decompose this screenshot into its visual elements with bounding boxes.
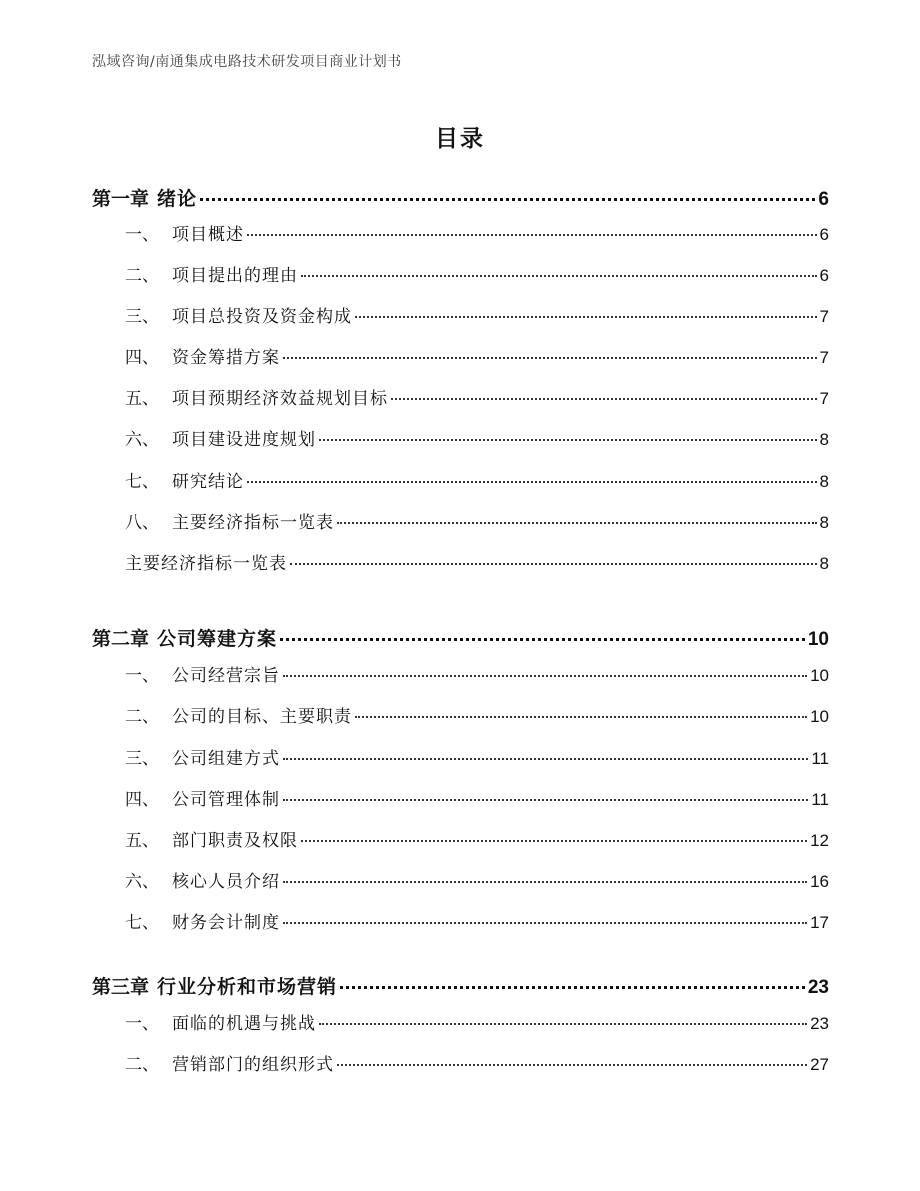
toc-entry-number: 二、 [125,1055,159,1075]
toc-leader-dots [337,505,817,524]
toc-leader-dots [340,967,805,989]
toc-entry-page-number: 10 [807,629,829,650]
toc-chapter-entry[interactable] [92,623,829,651]
toc-entry-page-number: 6 [819,225,829,244]
toc-entry-page-number: 7 [819,307,829,326]
toc-section-entry[interactable] [125,343,829,368]
toc-entry-label: 资金筹措方案 [172,348,280,368]
toc-entry-label: 项目总投资及资金构成 [172,307,352,327]
toc-entry-page-number: 11 [811,790,829,809]
toc-entry-page-number: 8 [819,513,829,532]
toc-entry-label: 项目提出的理由 [172,266,298,286]
toc-entry-label: 行业分析和市场营销 [157,976,338,998]
toc-entry-label: 主要经济指标一览表 [172,513,334,533]
toc-leader-dots [283,905,807,924]
toc-leader-dots [283,864,807,883]
toc-entry-number: 四、 [125,348,159,368]
toc-entry-number: 六、 [125,872,159,892]
toc-leader-dots [200,179,815,201]
toc-entry-page-number: 12 [810,831,829,850]
toc-section-entry[interactable] [125,867,829,892]
toc-section-entry[interactable] [125,549,829,574]
toc-entry-page-number: 8 [819,554,829,573]
toc-entry-label: 核心人员介绍 [172,872,280,892]
toc-entry-label: 公司组建方式 [172,749,280,769]
toc-title: 目录 [435,126,485,152]
toc-section-entry[interactable] [125,785,829,810]
toc-section-entry[interactable] [125,467,829,492]
toc-entry-page-number: 8 [819,472,829,491]
toc-entry-label: 部门职责及权限 [172,831,298,851]
toc-entry-number: 五、 [125,389,159,409]
toc-entry-label: 项目建设进度规划 [172,430,316,450]
toc-section-entry[interactable] [125,744,829,769]
toc-entry-page-number: 7 [819,348,829,367]
toc-section-entry[interactable] [125,220,829,245]
toc-leader-dots [355,699,807,718]
toc-section-entry[interactable] [125,908,829,933]
toc-entry-page-number: 7 [819,389,829,408]
toc-section-entry[interactable] [125,1050,829,1075]
toc-entry-page-number: 23 [807,977,829,998]
toc-section-entry[interactable] [125,384,829,409]
toc-entry-label: 公司的目标、主要职责 [172,707,352,727]
toc-leader-dots [391,381,817,400]
toc-entry-number: 一、 [125,225,159,245]
toc-chapter-entry[interactable] [92,971,829,999]
toc-entry-number: 三、 [125,307,159,327]
toc-leader-dots [319,1006,807,1025]
toc-section-entry[interactable] [125,826,829,851]
toc-leader-dots [280,619,805,641]
toc-section-entry[interactable] [125,508,829,533]
toc-entry-number: 二、 [125,266,159,286]
toc-entry-page-number: 23 [810,1014,829,1033]
toc-entry-number: 第一章 [92,188,150,210]
toc-section-entry[interactable] [125,1009,829,1034]
toc-entry-number: 第二章 [92,628,150,650]
toc-entry-label: 公司经营宗旨 [172,666,280,686]
toc-entry-number: 三、 [125,749,159,769]
toc-leader-dots [355,299,817,318]
toc-entry-label: 公司筹建方案 [157,628,278,650]
toc-leader-dots [283,782,808,801]
toc-entry-label: 绪论 [157,188,198,210]
toc-entry-label: 面临的机遇与挑战 [172,1014,316,1034]
toc-section-entry[interactable] [125,661,829,686]
toc-section-entry[interactable] [125,261,829,286]
toc-entry-number: 七、 [125,472,159,492]
toc-leader-dots [301,258,817,277]
page-header: 泓域咨询/南通集成电路技术研发项目商业计划书 [92,54,402,70]
toc-section-entry[interactable] [125,425,829,450]
toc-leader-dots [247,217,817,236]
toc-entry-label: 项目概述 [172,225,244,245]
toc-entry-label: 公司管理体制 [172,790,280,810]
toc-entry-label: 主要经济指标一览表 [125,554,287,574]
toc-entry-label: 营销部门的组织形式 [172,1055,334,1075]
toc-leader-dots [301,823,807,842]
toc-entry-number: 七、 [125,913,159,933]
toc-entry-number: 一、 [125,666,159,686]
toc-entry-label: 项目预期经济效益规划目标 [172,389,388,409]
toc-leader-dots [283,340,817,359]
toc-leader-dots [283,741,808,760]
toc-leader-dots [283,658,807,677]
toc-chapter-entry[interactable] [92,183,829,211]
toc-entry-page-number: 8 [819,430,829,449]
toc-entry-page-number: 17 [810,913,829,932]
toc-leader-dots [247,464,817,483]
toc-entry-page-number: 11 [811,749,829,768]
toc-entry-page-number: 27 [810,1055,829,1074]
toc-section-entry[interactable] [125,302,829,327]
toc-entry-page-number: 6 [819,266,829,285]
toc-leader-dots [319,422,817,441]
toc-entry-number: 二、 [125,707,159,727]
toc-entry-label: 财务会计制度 [172,913,280,933]
toc-entry-page-number: 16 [810,872,829,891]
toc-entry-number: 八、 [125,513,159,533]
toc-entry-number: 一、 [125,1014,159,1034]
toc-entry-number: 五、 [125,831,159,851]
toc-entry-number: 六、 [125,430,159,450]
toc-leader-dots [290,546,817,565]
toc-entry-page-number: 10 [810,666,829,685]
toc-leader-dots [337,1047,807,1066]
toc-entry-page-number: 10 [810,707,829,726]
toc-section-entry[interactable] [125,702,829,727]
toc-entry-number: 第三章 [92,976,150,998]
toc-entry-label: 研究结论 [172,472,244,492]
toc-entry-number: 四、 [125,790,159,810]
toc-entry-page-number: 6 [818,189,829,210]
